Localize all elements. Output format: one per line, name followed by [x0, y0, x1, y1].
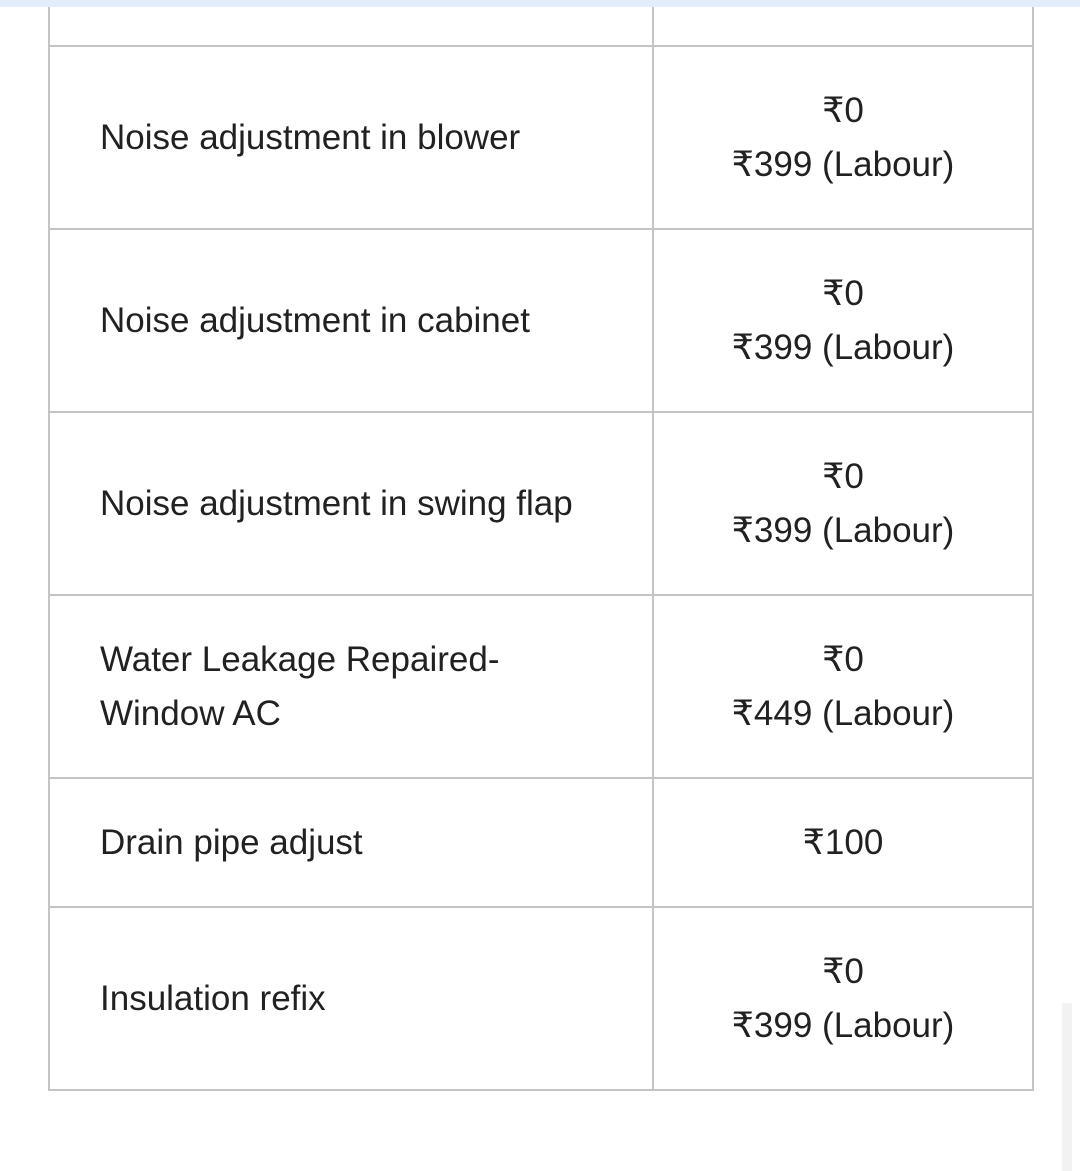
price-cell	[653, 46, 1033, 229]
service-name: Noise adjustment in cabinet	[49, 229, 653, 412]
labour-price: ₹399 (Labour)	[731, 327, 955, 367]
labour-price: ₹399 (Labour)	[731, 144, 955, 184]
part-price: ₹100	[802, 822, 884, 862]
labour-price: ₹449 (Labour)	[731, 693, 955, 733]
price-cell	[653, 778, 1033, 907]
table-row	[49, 229, 1033, 412]
price-cell	[653, 595, 1033, 778]
table-row	[49, 412, 1033, 595]
service-name: Insulation refix	[49, 907, 653, 1090]
price-cell	[653, 229, 1033, 412]
table-row	[49, 778, 1033, 907]
service-name: Noise adjustment in blower	[49, 46, 653, 229]
service-name: Drain pipe adjust	[49, 778, 653, 907]
labour-price: ₹399 (Labour)	[731, 510, 955, 550]
service-name: Water Leakage Repaired-Window AC	[49, 595, 653, 778]
scrollbar-track[interactable]	[1062, 1003, 1072, 1171]
service-name: Noise adjustment in swing flap	[49, 412, 653, 595]
part-price: ₹0	[822, 951, 864, 991]
table-row-partial	[49, 7, 1033, 46]
table-row	[49, 46, 1033, 229]
service-price-table	[48, 7, 1034, 1091]
table-row	[49, 907, 1033, 1090]
part-price: ₹0	[822, 90, 864, 130]
price-cell	[653, 412, 1033, 595]
part-price: ₹0	[822, 639, 864, 679]
partial-service-cell	[49, 7, 653, 46]
part-price: ₹0	[822, 456, 864, 496]
top-edge-bar	[0, 0, 1080, 7]
labour-price: ₹399 (Labour)	[731, 1005, 955, 1045]
price-cell	[653, 907, 1033, 1090]
partial-price-cell	[653, 7, 1033, 46]
part-price: ₹0	[822, 273, 864, 313]
table-row	[49, 595, 1033, 778]
